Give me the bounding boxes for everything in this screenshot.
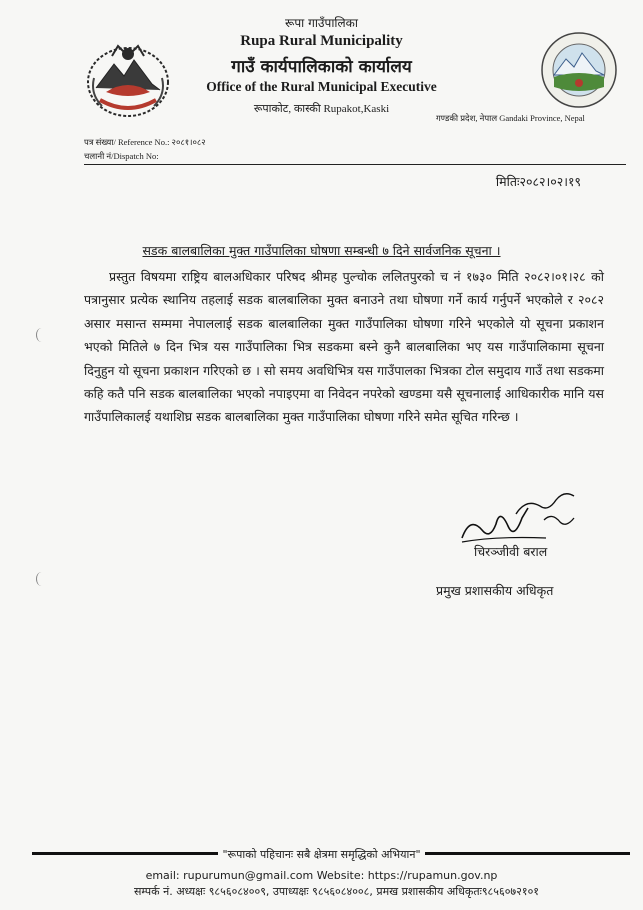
municipality-name-nepali: रूपा गाउँपालिका	[285, 16, 358, 30]
footer-slogan-text: "रूपाको पहिचानः सबै क्षेत्रमा समृद्धिको अभियान"	[218, 848, 424, 861]
header-divider	[84, 164, 626, 165]
municipality-name-english: Rupa Rural Municipality	[240, 33, 403, 49]
dispatch-number: चलानी नं/Dispatch No:	[84, 151, 159, 161]
office-name-english: Office of the Rural Municipal Executive	[206, 79, 437, 94]
footer-phone-numbers: सम्पर्क नं. अध्यक्षः ९८५६०८४००९, उपाध्यक्षः ९८५६०८४००८, प्रमख प्रशासकीय अधिकृतः९८५६०७२१०१	[133, 885, 540, 898]
footer-email-website: email: rupurumun@gmail.com Website: https://rupamun.gov.np	[145, 869, 498, 882]
letter-date: मितिः२०८२।०२।१९	[495, 174, 581, 189]
province-line: गण्डकी प्रदेश, नेपाल Gandaki Province, Nepal	[436, 113, 585, 123]
notice-body: प्रस्तुत विषयमा राष्ट्रिय बालअधिकार परिषद श्रीमह पुल्चोक ललितपुरको च नं १७३० मिति २०८२।०१।२८ को पत्रानुसार प्रत्येक स्थानिय तहलाई सडक बालबालिका मुक्त बनाउने तथा घोषणा गर्ने कार्य गर्नुपर्ने भएकोले र २०८२ असार मसान्त सम्ममा नेपाललाई सडक बालबालिका मुक्त गाउँपालिका घोषणा गरिने भएकोले यो सूचना प्रकाशन भएको मितिले ७ दिन भित्र यस गाउँपालिका भित्र सडकमा बस्ने कुनै बालबालिका भए यस गाउँपालिकामा सूचना दिनुहुन यो सूचना प्रकाशन गरिएको छ । सो समय अवधिभित्र यस गाउँपालका भित्रका टोल समुदाय गाउँ तथा सडकमा कहि कतै पनि सडक बालबालिका भएको नपाइएमा वा निवेदन नपरेको खण्डमा यसै सूचनालाई आधिकारीक मानि यस गाउँपालिकालई यथाशिघ्र सडक बालबालिका मुक्त गाउँपालिका घोषणा गरिने समेत सूचित गरिन्छ ।	[84, 269, 604, 425]
reference-number: पत्र संख्या/ Reference No.: २०८१।०८२	[84, 137, 206, 147]
punch-hole-mark	[36, 328, 47, 342]
footer-slogan	[0, 847, 643, 862]
office-address: रूपाकोट, कास्की Rupakot,Kaski	[253, 103, 390, 115]
signatory-designation: प्रमुख प्रशासकीय अधिकृत	[436, 583, 554, 598]
punch-hole-mark	[36, 572, 47, 586]
office-name-nepali: गाउँ कार्यपालिकाको कार्यालय	[231, 57, 412, 77]
signatory-name: चिरञ्जीवी बराल	[474, 544, 548, 559]
notice-subject	[0, 242, 643, 259]
notice-subject-text: सडक बालबालिका मुक्त गाउँपालिका घोषणा सम्बन्धी ७ दिने सार्वजनिक सूचना ।	[142, 243, 501, 258]
